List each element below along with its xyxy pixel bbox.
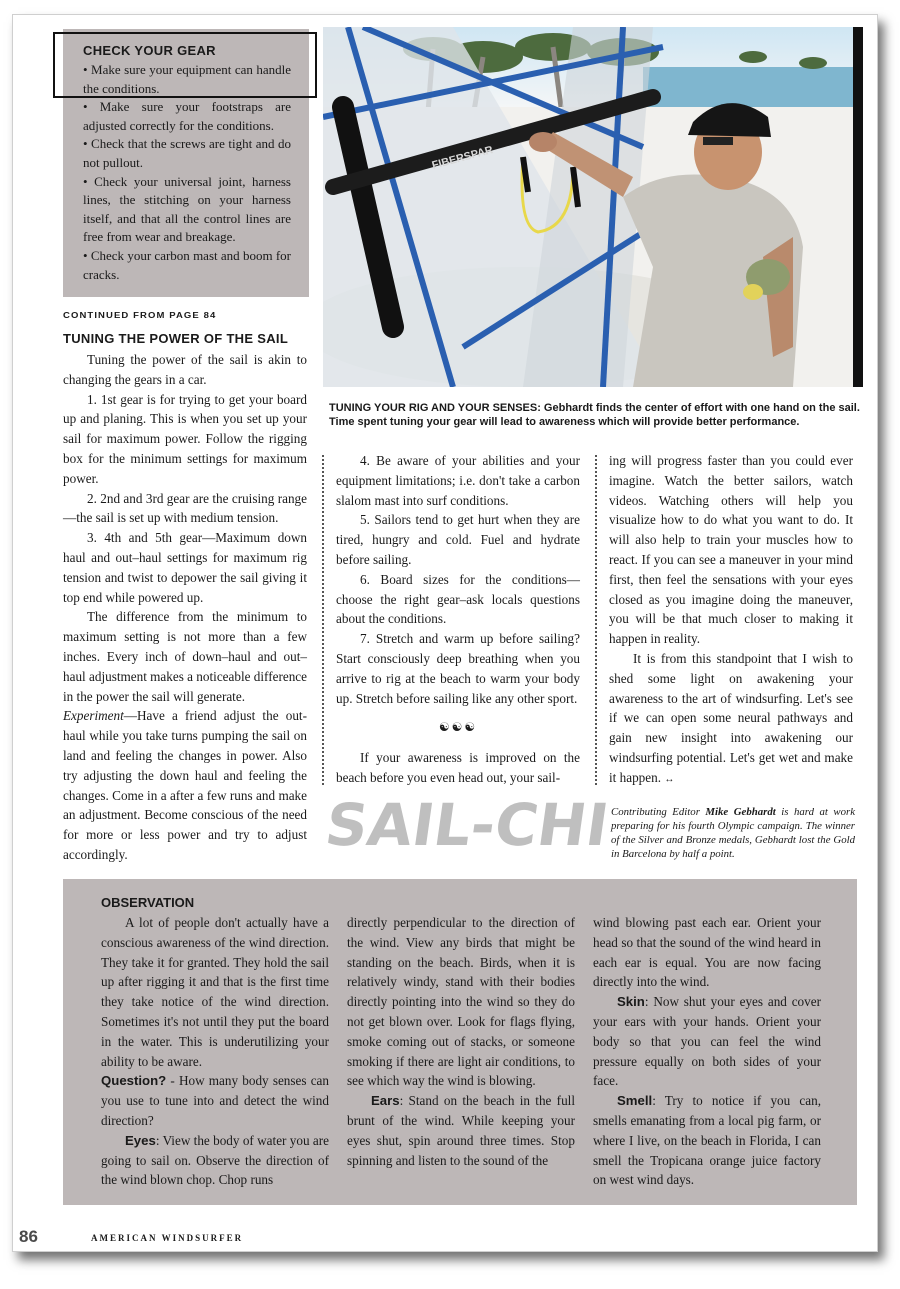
paragraph: ing will progress faster than you could ever imagine. Watch the better sailors, watch videos. Watching others will help you visualize how to do what you want to do. It will also help to train your muscles how to react. If you can see a maneuver in your mind first, then feel the sensations with your eyes closed as you imagine doing the maneuver, you will be that much closer to making it happen in reality.: [609, 453, 853, 647]
closing-text: It is from this standpoint that I wish to shed some light on awakening your awareness to the art of windsurfing. Let's see if we can open some neural pathways and gain new insight into awakening our windsurfing potential. Let's get wet and make it happen.: [609, 650, 853, 785]
gear-box-title: CHECK YOUR GEAR: [83, 43, 216, 58]
author-bio: [611, 805, 855, 861]
gear-item: • Check your carbon mast and boom for cracks.: [83, 247, 291, 282]
paragraph: 3. 4th and 5th gear—Maximum down haul and out–haul settings for maximum rig tension and twist to depower the sail giving it top end while powered up.: [63, 530, 307, 605]
paragraph: [593, 1091, 821, 1190]
section-ornament: ☯☯☯: [438, 720, 478, 735]
eyes-text: : View the body of water you are going to sail on. Observe the direction of the wind blown chop. Chop runs: [101, 1132, 329, 1188]
magazine-page: [12, 14, 878, 1252]
author-name: Mike Gebhardt: [705, 806, 776, 818]
paragraph: 7. Stretch and warm up before sailing? Start consciously deep breathing when you arrive to rig at the beach to warm your body up. Stretch before sailing like any other sport.: [336, 631, 580, 706]
paragraph: directly perpendicular to the direction of the wind. View any birds that might be standing on the beach. Birds, when it is relatively windy, stand with their bodies directly pointing into the wind so they do not get blown over. Look for flags flying, smoke coming out of stacks, or someone smoking if there are light air conditions, to see which way the wind is blowing.: [347, 915, 575, 1089]
observation-column-2: [347, 913, 575, 1170]
continued-label: CONTINUED FROM PAGE 84: [63, 311, 217, 321]
paragraph: [63, 706, 307, 864]
paragraph: wind blowing past each ear. Orient your head so that the sound of the wind heard in each ear is equal. You are now facing directly into the wind.: [593, 915, 821, 990]
sail-chi-logo: SAIL-CHI: [321, 791, 613, 859]
column-2: [336, 451, 580, 788]
paragraph: Tuning the power of the sail is akin to changing the gears in a car.: [63, 352, 307, 387]
skin-label: Skin: [617, 994, 645, 1010]
paragraph: If your awareness is improved on the beach before you even head out, your sail-: [336, 750, 580, 785]
check-gear-box: [63, 29, 309, 297]
gear-checklist: [83, 61, 291, 284]
observation-column-3: [593, 913, 821, 1190]
windsurfer-photo: [323, 27, 863, 387]
magazine-name: AMERICAN WINDSURFER: [91, 1233, 244, 1243]
paragraph: [347, 1091, 575, 1170]
photo-caption: TUNING YOUR RIG AND YOUR SENSES: Gebhardt finds the center of effort with one hand on the sail. Time spent tuning your gear will lead to awareness which will provide better performance.: [329, 402, 860, 428]
column-1: [63, 350, 307, 865]
paragraph: 4. Be aware of your abilities and your equipment limitations; i.e. don't take a carbon slalom mast into surf conditions.: [336, 453, 580, 508]
paragraph: [101, 1071, 329, 1130]
paragraph: [593, 992, 821, 1091]
observation-column-1: [101, 913, 329, 1190]
gear-item: • Check your universal joint, harness lines, the stitching on your harness itself, and that all the control lines are free from wear and breakage.: [83, 173, 291, 245]
ears-text: : Stand on the beach in the full brunt of the wind. While keeping your eyes shut, spin around three times. Stop spinning and listen to the sound of the: [347, 1093, 575, 1168]
gear-item: • Check that the screws are tight and do not pullout.: [83, 136, 291, 170]
tuning-heading: TUNING THE POWER OF THE SAIL: [63, 331, 289, 346]
paragraph: 1. 1st gear is for trying to get your board up and planing. This is when you set up your sail for maximum power. Follow the rigging box for the minimum settings for maximum power.: [63, 391, 307, 486]
smell-label: Smell: [617, 1093, 653, 1109]
paragraph: 5. Sailors tend to get hurt when they are tired, hungry and cold. Fuel and hydrate before sailing.: [336, 512, 580, 567]
boom-brand-text: FIBERSPAR: [430, 144, 495, 172]
paragraph: [609, 649, 853, 790]
eyes-label: Eyes: [125, 1132, 156, 1148]
column-divider: [322, 455, 324, 785]
column-3: [609, 451, 853, 790]
paragraph: The difference from the minimum to maximum setting is not more than a few inches. Every inch of down–haul and out–haul adjustment makes a noticeable difference in the power the sail will generate.: [63, 609, 307, 704]
column-divider: [595, 455, 597, 785]
page-number: 86: [19, 1227, 38, 1246]
paragraph: 2. 2nd and 3rd gear are the cruising range—the sail is set up with medium tension.: [63, 490, 307, 526]
skin-text: : Now shut your eyes and cover your ears with your hands. Orient your body so that you can feel the wind pressure equally on both sides of your face.: [593, 994, 821, 1089]
bio-prefix: Contributing Editor: [611, 806, 706, 818]
ears-label: Ears: [371, 1093, 400, 1109]
question-text: - How many body senses can you use to tune into and detect the wind direction?: [101, 1073, 329, 1128]
paragraph: A lot of people don't actually have a conscious awareness of the wind direction. They take it for granted. They hold the sail up after rigging it and that is the first time they take notice of the wind direction. Sometimes it's not until they put the board in the water. This is underutilizing your ability to be aware.: [101, 915, 329, 1069]
end-mark-icon: ↔: [664, 773, 675, 785]
smell-text: : Try to notice if you can, smells emanating from a local pig farm, or where I live, on the beach in Florida, I can smell the Tropicana orange juice factory on west wind days.: [593, 1093, 821, 1188]
paragraph: [101, 1131, 329, 1190]
gear-item: • Make sure your equipment can handle the conditions.: [83, 62, 291, 96]
experiment-text: —Have a friend adjust the out-haul while you take turns pumping the sail on land and feeling the changes in power. Also try adjusting the down haul and feeling the changes. Come in a after a few runs and make an adjustment. Become conscious of the need for more or less power and try to adjust accordingly.: [63, 708, 307, 862]
observation-box: [63, 879, 857, 1205]
question-label: Question?: [101, 1073, 167, 1089]
photo-illustration: [323, 27, 863, 387]
paragraph: 6. Board sizes for the conditions—choose the right gear–ask locals questions about the conditions.: [336, 571, 580, 627]
experiment-label: Experiment: [63, 708, 124, 724]
gear-item: • Make sure your footstraps are adjusted correctly for the conditions.: [83, 99, 291, 133]
observation-title: OBSERVATION: [101, 895, 195, 910]
bio-rest: is hard at work preparing for his fourth Olympic campaign. The winner of the Silver and Bronze medals, Gebhardt lost the Gold in Barcelona by half a point.: [611, 806, 855, 860]
